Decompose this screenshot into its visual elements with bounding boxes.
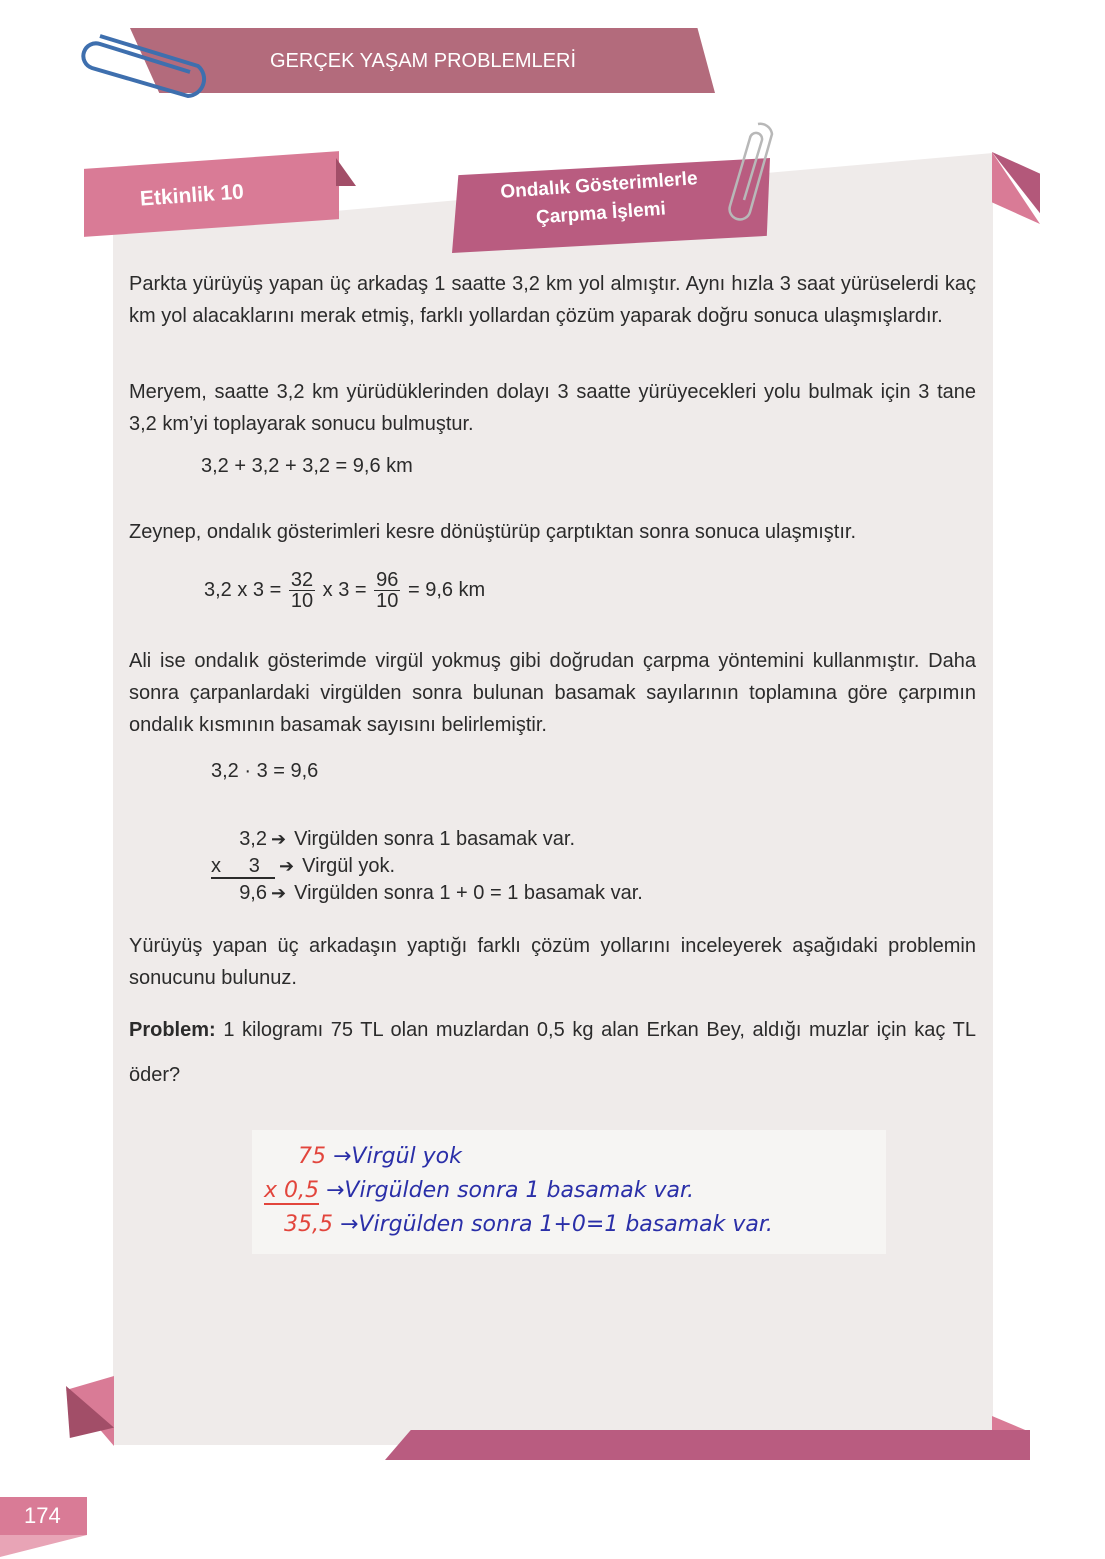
paperclip-icon bbox=[80, 28, 220, 98]
numerator: 32 bbox=[290, 569, 314, 591]
ali-equation: 3,2 · 3 = 9,6 bbox=[211, 760, 319, 782]
step-text: Virgülden sonra 1 + 0 = 1 basamak var. bbox=[294, 882, 643, 904]
denominator: 10 bbox=[376, 590, 399, 612]
eq-part: = 9,6 km bbox=[407, 578, 486, 601]
title-line-2: Çarpma İşlemi bbox=[535, 198, 667, 229]
tab-fold bbox=[336, 158, 356, 186]
step-row bbox=[211, 880, 643, 907]
activity-label: Etkinlik 10 bbox=[139, 180, 245, 211]
problem-text: 1 kilogramı 75 TL olan muzlardan 0,5 kg alan Erkan Bey, aldığı muzlar için kaç TL öder? bbox=[129, 1019, 976, 1086]
step-row bbox=[211, 853, 643, 880]
problem-paragraph bbox=[129, 1008, 976, 1098]
corner-decoration bbox=[992, 1416, 1030, 1432]
section-title: GERÇEK YAŞAM PROBLEMLERİ bbox=[270, 50, 577, 72]
intro-paragraph: Parkta yürüyüş yapan üç arkadaş 1 saatte 3,2 km yol almıştır. Aynı hızla 3 saat yürüselerdi kaç km yol alacaklarını merak etmiş, farklı yollardan çözüm yaparak doğru sonuca ulaşmışlardır. bbox=[129, 273, 976, 327]
eq-part: x 3 = bbox=[322, 578, 367, 601]
hand-text: →Virgülden sonra 1 basamak var. bbox=[326, 1178, 695, 1203]
ali-paragraph: Ali ise ondalık gösterimde virgül yokmuş gibi doğrudan çarpma yöntemini kullanmıştır. Daha sonra çarpanlardaki virgülden sonra bulunan basamak sayılarının toplamına göre çarpımın ondalık kısmının basamak sayısını belirlemiştir. bbox=[129, 650, 976, 736]
eq-part: 3,2 x 3 = bbox=[204, 578, 282, 601]
ali-steps bbox=[211, 826, 643, 907]
denominator: 10 bbox=[290, 590, 314, 612]
bottom-bar bbox=[385, 1430, 1030, 1460]
step-number: 3,2 bbox=[239, 828, 267, 850]
arrow-icon: ➔ bbox=[279, 856, 295, 876]
paperclip-icon bbox=[720, 120, 780, 225]
step-text: Virgülden sonra 1 basamak var. bbox=[294, 828, 576, 850]
hand-number: 35,5 bbox=[284, 1212, 333, 1237]
handwritten-solution bbox=[252, 1130, 886, 1254]
task-paragraph: Yürüyüş yapan üç arkadaşın yaptığı farklı çözüm yollarını inceleyerek aşağıdaki problemin sonucunu bulunuz. bbox=[129, 935, 976, 989]
arrow-icon: ➔ bbox=[271, 883, 287, 903]
step-row bbox=[211, 826, 643, 853]
title-line-1: Ondalık Gösterimlerle bbox=[499, 168, 699, 203]
numerator: 96 bbox=[376, 569, 399, 591]
fraction bbox=[289, 570, 315, 611]
meryem-equation: 3,2 + 3,2 + 3,2 = 9,6 km bbox=[201, 455, 413, 477]
hand-text: →Virgül yok bbox=[333, 1144, 462, 1169]
zeynep-equation bbox=[204, 570, 485, 611]
problem-label: Problem: bbox=[129, 1019, 216, 1041]
step-text: Virgül yok. bbox=[302, 855, 396, 877]
hand-text: →Virgülden sonra 1+0=1 basamak var. bbox=[339, 1212, 773, 1237]
zeynep-paragraph: Zeynep, ondalık gösterimleri kesre dönüştürüp çarptıktan sonra sonuca ulaşmıştır. bbox=[129, 521, 857, 543]
page-number-tail bbox=[0, 1535, 87, 1557]
arrow-icon: ➔ bbox=[271, 829, 287, 849]
meryem-paragraph: Meryem, saatte 3,2 km yürüdüklerinden dolayı 3 saatte yürüyecekleri yolu bulmak için 3 tane 3,2 km’yi toplayarak sonucu bulmuştur. bbox=[129, 381, 976, 435]
hand-number: 75 bbox=[298, 1144, 326, 1169]
step-number: x 3 bbox=[211, 855, 275, 879]
hand-number: x 0,5 bbox=[264, 1178, 319, 1203]
page-number: 174 bbox=[24, 1503, 61, 1528]
step-number: 9,6 bbox=[239, 882, 267, 904]
fraction bbox=[374, 570, 400, 611]
